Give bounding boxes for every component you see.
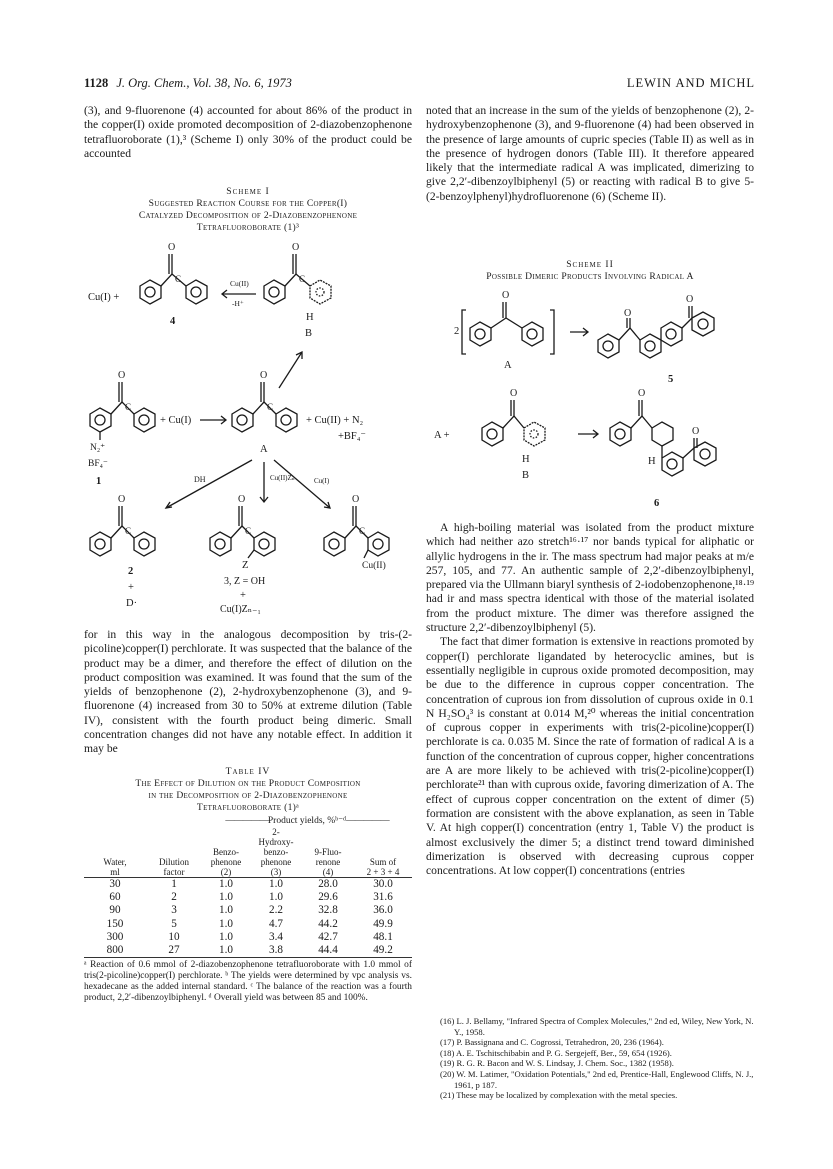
table-header-row: Water, ml Dilution factor Benzo- phenone (2) 2- Hydroxy- benzo- phenone (3) 9-Fluo- renone (4) Sum of 2 + 3 + 4 <box>84 827 412 878</box>
compound-4 <box>140 254 207 304</box>
caption-line: Tetrafluoroborate (1)ᵃ <box>196 802 300 813</box>
label-1: 1 <box>96 476 102 487</box>
bf4-label: BF₄⁻ <box>88 459 108 469</box>
table-spanner: —————Product yields, %ᵇ⁻ᵈ————— <box>225 816 389 826</box>
arrow-reagent-bottom: -H⁺ <box>232 299 244 308</box>
c-label: C <box>267 402 274 412</box>
scheme1-diagram <box>84 240 414 620</box>
cu-i-zn-label: Cu(I)Zₙ₋₁ <box>220 604 261 615</box>
o-label: O <box>692 426 700 437</box>
cu-i-branch-label: Cu(I) <box>314 477 330 485</box>
radical-B <box>482 400 545 446</box>
table-iv <box>84 766 412 1004</box>
label-6: 6 <box>654 498 660 509</box>
o-label: O <box>168 242 176 253</box>
table-row: 30 1 1.0 1.0 28.0 30.0 <box>109 878 393 890</box>
c-label: C <box>359 526 366 536</box>
scheme1-label: Scheme I <box>226 186 270 197</box>
label-2: 2 <box>128 566 134 577</box>
o-label: O <box>502 290 510 301</box>
o-label: O <box>118 494 126 505</box>
compound-5 <box>598 306 714 358</box>
o-label: O <box>686 294 694 305</box>
b-label: B <box>522 470 530 481</box>
o-label: O <box>238 494 246 505</box>
c-label: C <box>125 402 132 412</box>
compound-2 <box>90 506 155 556</box>
a-label: A <box>260 444 268 455</box>
plus-sign: + <box>240 590 246 601</box>
scheme2-diagram <box>426 288 756 510</box>
table-row: 60 2 1.0 1.0 29.6 31.6 <box>109 891 393 904</box>
table-footnotes: ᵃ Reaction of 0.6 mmol of 2-diazobenzophenone tetrafluoroborate with 1.0 mmol of tris(2-picoline)copper(I) perchlorate. ᵇ The yields were determined by vpc analysis vs. hexadecane as the added internal standard. ᶜ The balance of the reaction was a fourth product, 2,2′-dibenzoylbiphenyl. ᵈ Overall yield was between 85 and 100%. <box>84 960 412 1004</box>
data-table <box>84 816 412 958</box>
cu-ii-zn-label: Cu(II)Zₙ <box>270 474 295 482</box>
table-row: 150 5 1.0 4.7 44.2 49.9 <box>106 917 393 930</box>
author-names: LEWIN AND MICHL <box>626 76 755 90</box>
caption-line: in the Decomposition of 2-Diazobenzophenone <box>148 790 348 801</box>
paragraph: noted that an increase in the sum of the yields of benzophenone (2), 2-hydroxybenzophenone (3), and 9-fluorenone (4) had been observed in the presence of large amounts of cupric species (Table II) as well as in the presence of hydrogen donors (Table III). It therefore appeared likely that the intermediate radical A was implicated, dimerizing to give 2,2′-dibenzoylbiphenyl (5) or reacting with radical B to give 5-(2-benzoylphenyl)hydrofluorenone (6) (Scheme II). <box>426 104 754 203</box>
table-row: 300 10 1.0 3.4 42.7 48.1 <box>106 930 393 943</box>
caption-line: The Effect of Dilution on the Product Composition <box>135 778 361 789</box>
reference-item: (20) W. M. Latimer, "Oxidation Potentials," 2nd ed, Prentice-Hall, Englewood Cliffs, N. J., 1961, p 187. <box>440 1068 754 1090</box>
journal-citation: J. Org. Chem., Vol. 38, No. 6, 1973 <box>116 76 292 90</box>
table-iv-caption <box>84 766 412 814</box>
page-number: 1128 <box>84 76 109 90</box>
reference-item: (16) L. J. Bellamy, "Infrared Spectra of Complex Molecules," 2nd ed, Wiley, New York, N. Y., 1958. <box>440 1016 754 1037</box>
caption-line: Tetrafluoroborate (1)³ <box>196 222 300 233</box>
right-column-top <box>426 104 754 204</box>
coefficient-2: 2 <box>454 326 460 337</box>
plus-sign: + <box>128 582 134 593</box>
compound-3 <box>210 506 275 558</box>
references <box>440 1016 754 1101</box>
h-label: H <box>522 454 530 465</box>
o-label: O <box>638 388 646 399</box>
cu-i-plus: Cu(I) + <box>88 292 120 303</box>
d-radical: D· <box>126 598 138 609</box>
c-label: C <box>245 526 252 536</box>
left-column-top <box>84 104 412 161</box>
left-column-middle <box>84 628 412 757</box>
table-row: 90 3 1.0 2.2 32.8 36.0 <box>109 904 393 917</box>
caption-line: Catalyzed Decomposition of 2-Diazobenzophenone <box>138 210 358 221</box>
o-label: O <box>292 242 300 253</box>
paragraph: for in this way in the analogous decomposition by tris-(2-picoline)copper(I) perchlorate. It was suspected that the balance of the product may be a dimer, and therefore the effect of dilution on the product composition was examined. It was found that the sum of the yields of benzophenone (2), 2-hydroxybenzophenone (3), and 9-fluorenone (4) increased from 30 to 50% at extreme dilution (Table IV), consistent with the fourth product being dimeric. Small concentration changes did not have any notable effect. In addition it may be <box>84 628 412 756</box>
scheme1-caption <box>84 186 412 234</box>
h-label: H <box>648 456 656 467</box>
scheme2-caption <box>426 259 754 283</box>
caption-line: Suggested Reaction Course for the Copper(I) <box>148 198 348 209</box>
c-label: C <box>175 274 182 284</box>
o-label: O <box>118 370 126 381</box>
radical-B <box>264 254 331 304</box>
z-label: Z <box>242 560 249 571</box>
paragraph: A high-boiling material was isolated from the product mixture which had neither azo stretch¹⁶·¹⁷ nor bands typical for aliphatic or allylic hydrogens in the ir. The mass spectrum had major peaks at m/e 257, 105, and 77. An authentic sample of 2,2′-dibenzoylbiphenyl, prepared via the Ullmann biaryl synthesis of 2-iodobenzophenone,¹⁸·¹⁹ had ir and mass spectra identical with those of the material isolated from the product mixture. The dimer was therefore assigned the structure 2,2′-dibenzoylbiphenyl (5). <box>426 521 754 635</box>
reference-item: (17) P. Bassignana and C. Cogrossi, Tetrahedron, 20, 236 (1964). <box>440 1037 664 1048</box>
paragraph: The fact that dimer formation is extensive in reactions promoted by copper(I) perchlorate ligandated by heterocyclic amines, but is essentially negligible in cuprous oxide promoted decomposition, may be due to the difference in cuprous copper concentration. The concentration of cuprous ion from dissolution of cuprous oxide in 0.1 N H₂SO₄³ is constant at 0.014 M,²⁰ whereas the initial concentration of cuprous copper in experiments with tris(2-picoline)copper(I) perchlorate is ca. 0.035 M. Since the rate of formation of radical A is a function of the concentration of cuprous copper, higher concentrations are A are more likely to be achieved with tris(2-picoline)copper(I) perchlorate²¹ than with cuprous oxide, favoring dimerization of A. The effect of cuprous copper concentration on the extent of dimer (5) formation are consistent with the above explanation, as seen in Table V. At high copper(I) concentration (entry 1, Table V) the product is almost exclusively the dimer 5; a distinct trend toward diminished dimerization is observed with decreasing cuprous copper concentrations. At low copper(I) concentrations (entries <box>426 635 754 878</box>
plus-bf4: +BF₄⁻ <box>338 431 366 442</box>
plus-cu-ii-n2: + Cu(II) + N₂ <box>306 415 364 426</box>
label-3: 3, Z = OH <box>224 576 266 587</box>
table-row: 800 27 1.0 3.8 44.4 49.2 <box>84 944 412 958</box>
label-5: 5 <box>668 374 674 385</box>
table-iv-label: Table IV <box>225 766 271 777</box>
radical-A <box>470 302 543 346</box>
arrow-reagent-top: Cu(II) <box>230 279 249 288</box>
running-header <box>84 76 755 94</box>
reference-item: (21) These may be localized by complexation with the metal species. <box>440 1090 678 1101</box>
compound-6 <box>610 400 716 476</box>
paragraph: (3), and 9-fluorenone (4) accounted for about 86% of the product in the copper(I) oxide promoted decomposition of 2-diazobenzophenone tetrafluoroborate (1),³ (Scheme I) only 30% of the product could be accounted <box>84 104 412 160</box>
n2-label: N₂⁺ <box>90 443 106 453</box>
o-label: O <box>352 494 360 505</box>
o-label: O <box>510 388 518 399</box>
a-plus: A + <box>434 430 450 441</box>
c-label: C <box>299 274 306 284</box>
reference-item: (19) R. G. R. Bacon and W. S. Lindsay, J. Chem. Soc., 1382 (1958). <box>440 1058 674 1069</box>
compound-1 <box>90 382 155 440</box>
organocopper-product <box>324 506 389 558</box>
o-label: O <box>624 308 632 319</box>
cu-ii-label: Cu(II) <box>362 561 386 571</box>
plus-cu-i: + Cu(I) <box>160 415 192 426</box>
reference-item: (18) A. E. Tschitschibabin and P. G. Sergejeff, Ber., 59, 654 (1926). <box>440 1047 672 1058</box>
radical-A <box>232 382 297 432</box>
scheme2-label: Scheme II <box>566 259 614 270</box>
o-label: O <box>260 370 268 381</box>
c-label: C <box>125 526 132 536</box>
caption-line: Possible Dimeric Products Involving Radical A <box>486 271 694 282</box>
b-label: B <box>305 328 313 339</box>
a-label: A <box>504 360 512 371</box>
dh-label: DH <box>194 475 206 484</box>
h-label: H <box>306 312 314 323</box>
label-4: 4 <box>170 316 176 327</box>
right-column-body <box>426 521 754 878</box>
